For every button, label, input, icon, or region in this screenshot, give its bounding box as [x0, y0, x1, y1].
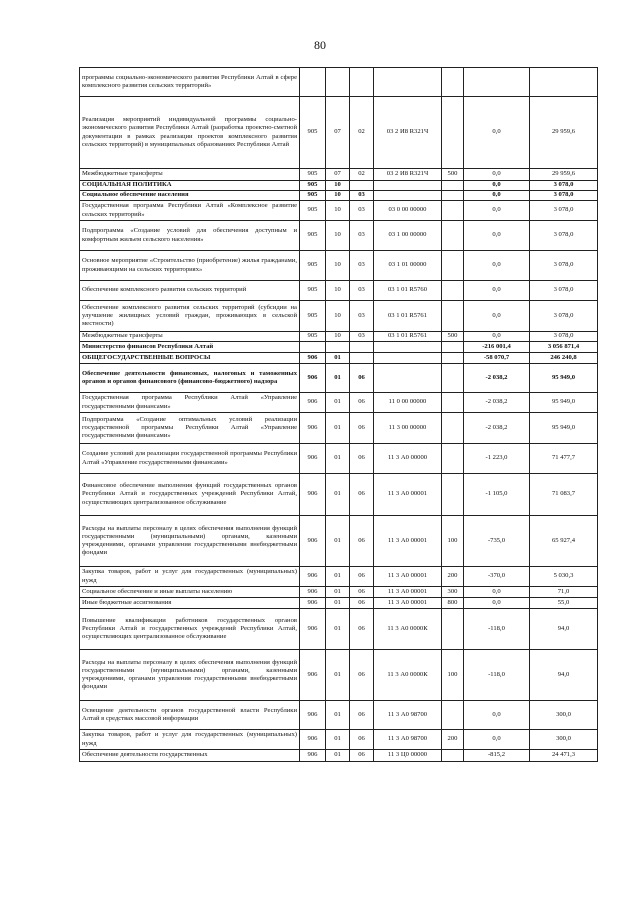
cell-value-total: 95 949,0 [530, 413, 598, 444]
cell-value-total: 3 078,0 [530, 221, 598, 251]
cell-rz: 10 [326, 181, 350, 191]
cell-name: Повышение квалификации работников государственных органов Республики Алтай и государственных учреждений Республики Алтай, осуществляющих централизованное обслуживание [80, 609, 300, 650]
table-row [80, 393, 598, 413]
cell-rz: 01 [326, 609, 350, 650]
table-row [80, 301, 598, 332]
cell-csr: 11 3 А0 00000 [374, 444, 442, 474]
cell-csr [374, 342, 442, 353]
cell-csr: 11 3 А0 0000К [374, 650, 442, 701]
cell-value-change: 0,0 [464, 181, 530, 191]
cell-pr: 02 [350, 169, 374, 181]
cell-rz: 01 [326, 587, 350, 598]
cell-ved: 906 [300, 650, 326, 701]
cell-rz: 10 [326, 301, 350, 332]
cell-csr: 11 3 А0 00001 [374, 474, 442, 516]
cell-rz: 10 [326, 221, 350, 251]
cell-value-change: 0,0 [464, 332, 530, 342]
cell-value-change: 0,0 [464, 701, 530, 730]
cell-pr: 03 [350, 301, 374, 332]
cell-pr: 06 [350, 444, 374, 474]
table-row [80, 353, 598, 364]
cell-ved [300, 342, 326, 353]
cell-ved: 905 [300, 301, 326, 332]
cell-pr: 06 [350, 413, 374, 444]
cell-name: Подпрограмма «Создание оптимальных условий реализации государственной программы Республики Алтай «Управление государственными финансами» [80, 413, 300, 444]
cell-csr [374, 191, 442, 201]
table-row [80, 730, 598, 750]
cell-name: Закупка товаров, работ и услуг для государственных (муниципальных) нужд [80, 567, 300, 587]
table-row [80, 191, 598, 201]
cell-value-total: 71 477,7 [530, 444, 598, 474]
cell-csr: 11 3 А0 00001 [374, 587, 442, 598]
cell-pr: 03 [350, 191, 374, 201]
cell-csr: 11 3 А0 00001 [374, 516, 442, 567]
cell-csr [374, 68, 442, 97]
cell-value-total: 3 078,0 [530, 201, 598, 221]
cell-rz [326, 342, 350, 353]
cell-value-total: 3 078,0 [530, 281, 598, 301]
cell-value-change: 0,0 [464, 221, 530, 251]
cell-vr: 500 [442, 169, 464, 181]
cell-csr: 11 0 00 00000 [374, 393, 442, 413]
cell-name: Освещение деятельности органов государственной власти Республики Алтай в средствах массовой информации [80, 701, 300, 730]
cell-csr: 11 3 А0 98700 [374, 701, 442, 730]
cell-ved: 906 [300, 353, 326, 364]
cell-value-total: 94,0 [530, 650, 598, 701]
cell-value-change: 0,0 [464, 587, 530, 598]
cell-value-total: 55,0 [530, 598, 598, 609]
cell-vr [442, 609, 464, 650]
cell-pr: 06 [350, 598, 374, 609]
cell-pr: 02 [350, 97, 374, 169]
cell-rz: 01 [326, 701, 350, 730]
cell-vr [442, 201, 464, 221]
cell-rz: 01 [326, 598, 350, 609]
cell-value-total: 300,0 [530, 730, 598, 750]
cell-ved: 906 [300, 444, 326, 474]
cell-pr: 06 [350, 393, 374, 413]
table-row [80, 567, 598, 587]
cell-ved: 906 [300, 567, 326, 587]
table-row [80, 332, 598, 342]
cell-vr [442, 68, 464, 97]
cell-ved: 906 [300, 474, 326, 516]
cell-rz: 10 [326, 191, 350, 201]
cell-value-total: 3 078,0 [530, 332, 598, 342]
cell-pr: 03 [350, 221, 374, 251]
cell-pr: 03 [350, 281, 374, 301]
cell-value-total: 300,0 [530, 701, 598, 730]
cell-name: Обеспечение комплексного развития сельских территорий [80, 281, 300, 301]
cell-pr: 03 [350, 201, 374, 221]
cell-name: СОЦИАЛЬНАЯ ПОЛИТИКА [80, 181, 300, 191]
table-row [80, 413, 598, 444]
cell-ved: 905 [300, 332, 326, 342]
cell-value-total: 24 471,3 [530, 750, 598, 762]
cell-pr: 06 [350, 516, 374, 567]
cell-value-change: 0,0 [464, 301, 530, 332]
cell-rz: 01 [326, 393, 350, 413]
cell-vr: 500 [442, 332, 464, 342]
cell-csr: 03 1 01 R5761 [374, 332, 442, 342]
cell-vr: 200 [442, 730, 464, 750]
cell-pr: 06 [350, 650, 374, 701]
cell-value-change: 0,0 [464, 251, 530, 281]
cell-pr: 06 [350, 609, 374, 650]
cell-value-total: 3 056 871,4 [530, 342, 598, 353]
cell-name: Закупка товаров, работ и услуг для государственных (муниципальных) нужд [80, 730, 300, 750]
cell-value-change: 0,0 [464, 97, 530, 169]
table-row [80, 201, 598, 221]
table-row [80, 474, 598, 516]
cell-csr: 03 1 01 R5760 [374, 281, 442, 301]
cell-rz: 10 [326, 332, 350, 342]
cell-pr: 06 [350, 364, 374, 393]
cell-value-change: 0,0 [464, 730, 530, 750]
cell-name: программы социально-экономического развития Республики Алтай в сфере комплексного развития сельских территорий» [80, 68, 300, 97]
cell-value-change: -118,0 [464, 650, 530, 701]
cell-csr: 11 3 А0 0000К [374, 609, 442, 650]
cell-value-total: 71 083,7 [530, 474, 598, 516]
cell-value-change: 0,0 [464, 169, 530, 181]
cell-value-change: 0,0 [464, 281, 530, 301]
cell-vr [442, 750, 464, 762]
cell-value-total: 3 078,0 [530, 181, 598, 191]
table-row [80, 364, 598, 393]
cell-name: Обеспечение комплексного развития сельских территорий (субсидии на улучшение жилищных условий граждан, проживающих в сельской местности) [80, 301, 300, 332]
cell-value-change: -216 001,4 [464, 342, 530, 353]
cell-name: Финансовое обеспечение выполнения функций государственных органов Республики Алтай и государственных учреждений Республики Алтай, осуществляющих централизованное обслуживание [80, 474, 300, 516]
cell-vr [442, 353, 464, 364]
cell-value-total: 246 240,8 [530, 353, 598, 364]
cell-rz: 01 [326, 444, 350, 474]
cell-value-total: 95 949,0 [530, 393, 598, 413]
cell-ved: 905 [300, 191, 326, 201]
table-row [80, 97, 598, 169]
cell-rz: 01 [326, 474, 350, 516]
table-row [80, 587, 598, 598]
cell-name: Обеспечение деятельности государственных [80, 750, 300, 762]
cell-rz: 01 [326, 567, 350, 587]
cell-rz: 01 [326, 413, 350, 444]
cell-value-total: 29 959,6 [530, 169, 598, 181]
cell-vr [442, 342, 464, 353]
cell-value-change [464, 68, 530, 97]
table-row [80, 221, 598, 251]
cell-vr [442, 221, 464, 251]
cell-pr [350, 342, 374, 353]
cell-rz: 10 [326, 201, 350, 221]
cell-ved: 906 [300, 393, 326, 413]
budget-table [79, 67, 598, 762]
cell-rz: 07 [326, 97, 350, 169]
cell-csr: 03 1 00 00000 [374, 221, 442, 251]
cell-vr [442, 364, 464, 393]
table-row [80, 342, 598, 353]
cell-csr: 11 3 А0 98700 [374, 730, 442, 750]
cell-ved: 906 [300, 516, 326, 567]
cell-ved: 906 [300, 413, 326, 444]
table-row [80, 701, 598, 730]
cell-vr [442, 181, 464, 191]
table-row [80, 750, 598, 762]
cell-value-total: 65 927,4 [530, 516, 598, 567]
cell-name: Министерство финансов Республики Алтай [80, 342, 300, 353]
cell-value-total [530, 68, 598, 97]
cell-value-change: 0,0 [464, 191, 530, 201]
cell-value-change: -2 038,2 [464, 364, 530, 393]
cell-vr [442, 393, 464, 413]
cell-rz: 10 [326, 281, 350, 301]
cell-value-change: -1 223,0 [464, 444, 530, 474]
cell-vr: 100 [442, 516, 464, 567]
cell-name: Создание условий для реализации государственной программы Республики Алтай «Управление государственными финансами» [80, 444, 300, 474]
cell-csr: 03 1 01 R5761 [374, 301, 442, 332]
cell-csr: 11 3 А0 00001 [374, 567, 442, 587]
cell-pr: 03 [350, 332, 374, 342]
cell-value-change: -370,0 [464, 567, 530, 587]
cell-value-change: -2 038,2 [464, 413, 530, 444]
cell-ved: 905 [300, 281, 326, 301]
cell-vr [442, 474, 464, 516]
cell-pr: 06 [350, 567, 374, 587]
cell-vr: 800 [442, 598, 464, 609]
cell-value-change: -2 038,2 [464, 393, 530, 413]
cell-name: Государственная программа Республики Алтай «Комплексное развитие сельских территорий» [80, 201, 300, 221]
cell-csr: 03 0 00 00000 [374, 201, 442, 221]
cell-vr [442, 413, 464, 444]
cell-ved: 905 [300, 97, 326, 169]
cell-pr [350, 181, 374, 191]
cell-name: Обеспечение деятельности финансовых, налоговых и таможенных органов и органов финансового (финансово-бюджетного) надзора [80, 364, 300, 393]
cell-rz: 01 [326, 650, 350, 701]
table-row [80, 598, 598, 609]
cell-ved: 905 [300, 251, 326, 281]
cell-value-total: 3 078,0 [530, 191, 598, 201]
cell-csr [374, 353, 442, 364]
cell-name: ОБЩЕГОСУДАРСТВЕННЫЕ ВОПРОСЫ [80, 353, 300, 364]
cell-value-total: 5 030,3 [530, 567, 598, 587]
cell-value-total: 95 949,0 [530, 364, 598, 393]
table-row [80, 444, 598, 474]
table-row [80, 251, 598, 281]
cell-pr: 06 [350, 587, 374, 598]
table-row [80, 516, 598, 567]
cell-ved: 906 [300, 609, 326, 650]
table-row [80, 181, 598, 191]
cell-pr: 06 [350, 750, 374, 762]
cell-name: Подпрограмма «Создание условий для обеспечения доступным и комфортным жильем сельского населения» [80, 221, 300, 251]
cell-csr: 11 3 00 00000 [374, 413, 442, 444]
cell-csr [374, 181, 442, 191]
cell-value-change: 0,0 [464, 201, 530, 221]
cell-pr: 03 [350, 251, 374, 281]
cell-vr [442, 97, 464, 169]
cell-rz: 10 [326, 251, 350, 281]
cell-ved: 905 [300, 181, 326, 191]
cell-value-total: 29 959,6 [530, 97, 598, 169]
cell-name: Иные бюджетные ассигнования [80, 598, 300, 609]
cell-ved: 906 [300, 750, 326, 762]
cell-ved [300, 68, 326, 97]
cell-ved: 905 [300, 221, 326, 251]
cell-pr: 06 [350, 701, 374, 730]
cell-vr [442, 281, 464, 301]
cell-value-total: 3 078,0 [530, 301, 598, 332]
cell-vr [442, 301, 464, 332]
cell-name: Межбюджетные трансферты [80, 332, 300, 342]
cell-pr: 06 [350, 730, 374, 750]
cell-value-total: 71,0 [530, 587, 598, 598]
cell-pr: 06 [350, 474, 374, 516]
cell-csr: 11 3 А0 00001 [374, 598, 442, 609]
cell-value-change: -58 070,7 [464, 353, 530, 364]
cell-vr: 200 [442, 567, 464, 587]
cell-csr: 03 2 И8 R321Ч [374, 169, 442, 181]
cell-value-total: 3 078,0 [530, 251, 598, 281]
table-row [80, 68, 598, 97]
cell-ved: 906 [300, 364, 326, 393]
cell-value-change: 0,0 [464, 598, 530, 609]
cell-ved: 906 [300, 587, 326, 598]
cell-name: Государственная программа Республики Алтай «Управление государственными финансами» [80, 393, 300, 413]
cell-ved: 905 [300, 201, 326, 221]
cell-rz: 01 [326, 364, 350, 393]
table-row [80, 650, 598, 701]
cell-rz: 07 [326, 169, 350, 181]
cell-ved: 906 [300, 730, 326, 750]
cell-ved: 906 [300, 598, 326, 609]
cell-name: Социальное обеспечение населения [80, 191, 300, 201]
cell-vr [442, 701, 464, 730]
cell-ved: 906 [300, 701, 326, 730]
cell-name: Межбюджетные трансферты [80, 169, 300, 181]
cell-rz: 01 [326, 730, 350, 750]
cell-name: Расходы на выплаты персоналу в целях обеспечения выполнения функций государственными (муниципальными) органами, казенными учреждениями, органами управления государственными внебюджетными фондами [80, 650, 300, 701]
cell-pr [350, 68, 374, 97]
cell-vr [442, 444, 464, 474]
cell-value-change: -118,0 [464, 609, 530, 650]
cell-vr: 100 [442, 650, 464, 701]
cell-rz [326, 68, 350, 97]
cell-value-change: -815,2 [464, 750, 530, 762]
table-row [80, 281, 598, 301]
cell-csr [374, 364, 442, 393]
cell-vr [442, 191, 464, 201]
cell-value-total: 94,0 [530, 609, 598, 650]
cell-csr: 03 1 01 00000 [374, 251, 442, 281]
page-number: 80 [314, 38, 326, 52]
cell-value-change: -1 105,0 [464, 474, 530, 516]
cell-vr [442, 251, 464, 281]
cell-name: Расходы на выплаты персоналу в целях обеспечения выполнения функций государственными (муниципальными) органами, казенными учреждениями, органами управления государственными внебюджетными фондами [80, 516, 300, 567]
cell-rz: 01 [326, 353, 350, 364]
cell-ved: 905 [300, 169, 326, 181]
table-row [80, 169, 598, 181]
cell-pr [350, 353, 374, 364]
cell-csr: 11 3 Ц0 00000 [374, 750, 442, 762]
cell-csr: 03 2 И8 R321Ч [374, 97, 442, 169]
cell-rz: 01 [326, 750, 350, 762]
cell-name: Реализация мероприятий индивидуальной программы социально-экономического развития Республики Алтай (разработка проектно-сметной документации в рамках реализации проектов комплексного развития сельских территорий) в муниципальных образованиях Республики Алтай [80, 97, 300, 169]
cell-value-change: -735,0 [464, 516, 530, 567]
table-row [80, 609, 598, 650]
cell-name: Социальное обеспечение и иные выплаты населению [80, 587, 300, 598]
cell-rz: 01 [326, 516, 350, 567]
cell-vr: 300 [442, 587, 464, 598]
cell-name: Основное мероприятие «Строительство (приобретение) жилья гражданами, проживающими на сельских территориях» [80, 251, 300, 281]
